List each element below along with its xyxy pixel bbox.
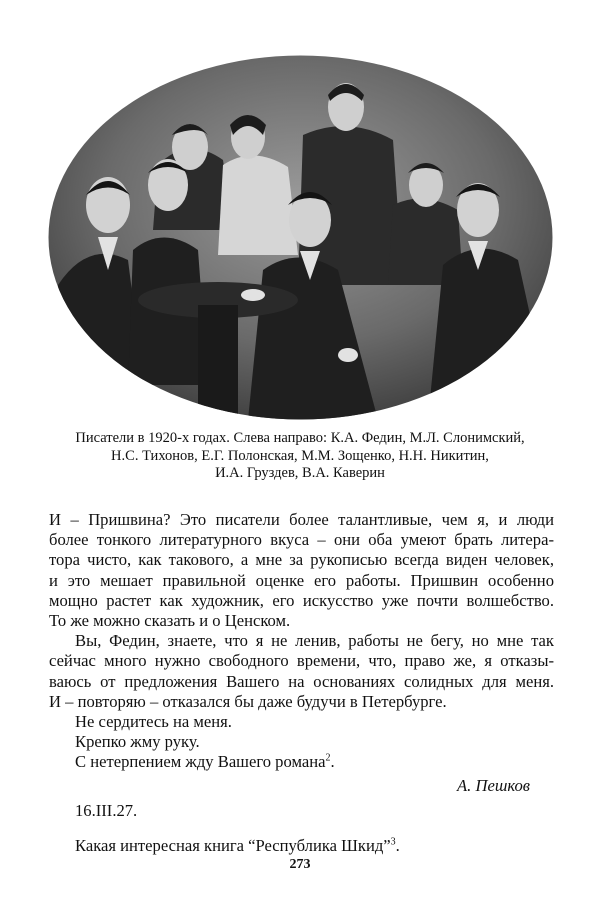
caption-line: Н.С. Тихонов, Е.Г. Полонская, М.М. Зощенко, Н.Н. Никитин,: [111, 447, 489, 464]
text-line: более тонкого литературного вкуса – они оба умеют брать литера-: [49, 530, 554, 550]
closing-text: С нетерпением жду Вашего романа: [75, 752, 326, 772]
letter-text: [49, 510, 554, 856]
text-line: мощно растет как художник, его искусство уже почти волшебство.: [49, 590, 554, 610]
closing-line: Не сердитесь на меня.: [75, 712, 232, 732]
footnote-mark: 2: [325, 752, 331, 764]
footnote-mark: 3: [390, 836, 396, 848]
caption-line: И.А. Груздев, В.А. Каверин: [215, 465, 385, 481]
paragraph: [49, 510, 554, 631]
text-line: Вы, Федин, знаете, что я не ленив, работы не бегу, но мне так: [75, 631, 554, 651]
signature: А. Пешков: [457, 775, 530, 795]
text-line: И – повторяю – отказался бы даже будучи в Петербурге.: [49, 691, 447, 711]
photo-caption: [20, 430, 580, 483]
paragraph: [49, 631, 554, 712]
text-line: ваюсь от предложения Вашего на основаниях солидных для меня.: [49, 671, 554, 691]
page-number: 273: [289, 857, 311, 872]
period: .: [330, 752, 335, 772]
caption-line: Писатели в 1920-х годах. Слева направо: К.А. Федин, М.Л. Слонимский,: [75, 430, 525, 446]
text-line: То же можно сказать и о Ценском.: [49, 611, 291, 631]
period: .: [395, 836, 400, 856]
letter-date: 16.III.27.: [75, 800, 138, 820]
text-line: и это мешает правильной оценке его работы. Пришвин особенно: [49, 570, 554, 590]
group-photo: [48, 55, 553, 420]
text-line: сейчас много нужно свободного времени, что, право же, я отказы-: [49, 651, 554, 671]
text-line: И – Пришвина? Это писатели более талантливые, чем я, и люди: [49, 510, 554, 529]
closing-line: [49, 752, 554, 772]
postscript-text: Какая интересная книга “Республика Шкид”: [75, 836, 391, 856]
text-line: тора чисто, как такового, а мне за рукописью всегда виден человек,: [49, 550, 554, 570]
postscript: [49, 836, 554, 856]
closing-line: Крепко жму руку.: [75, 732, 200, 752]
